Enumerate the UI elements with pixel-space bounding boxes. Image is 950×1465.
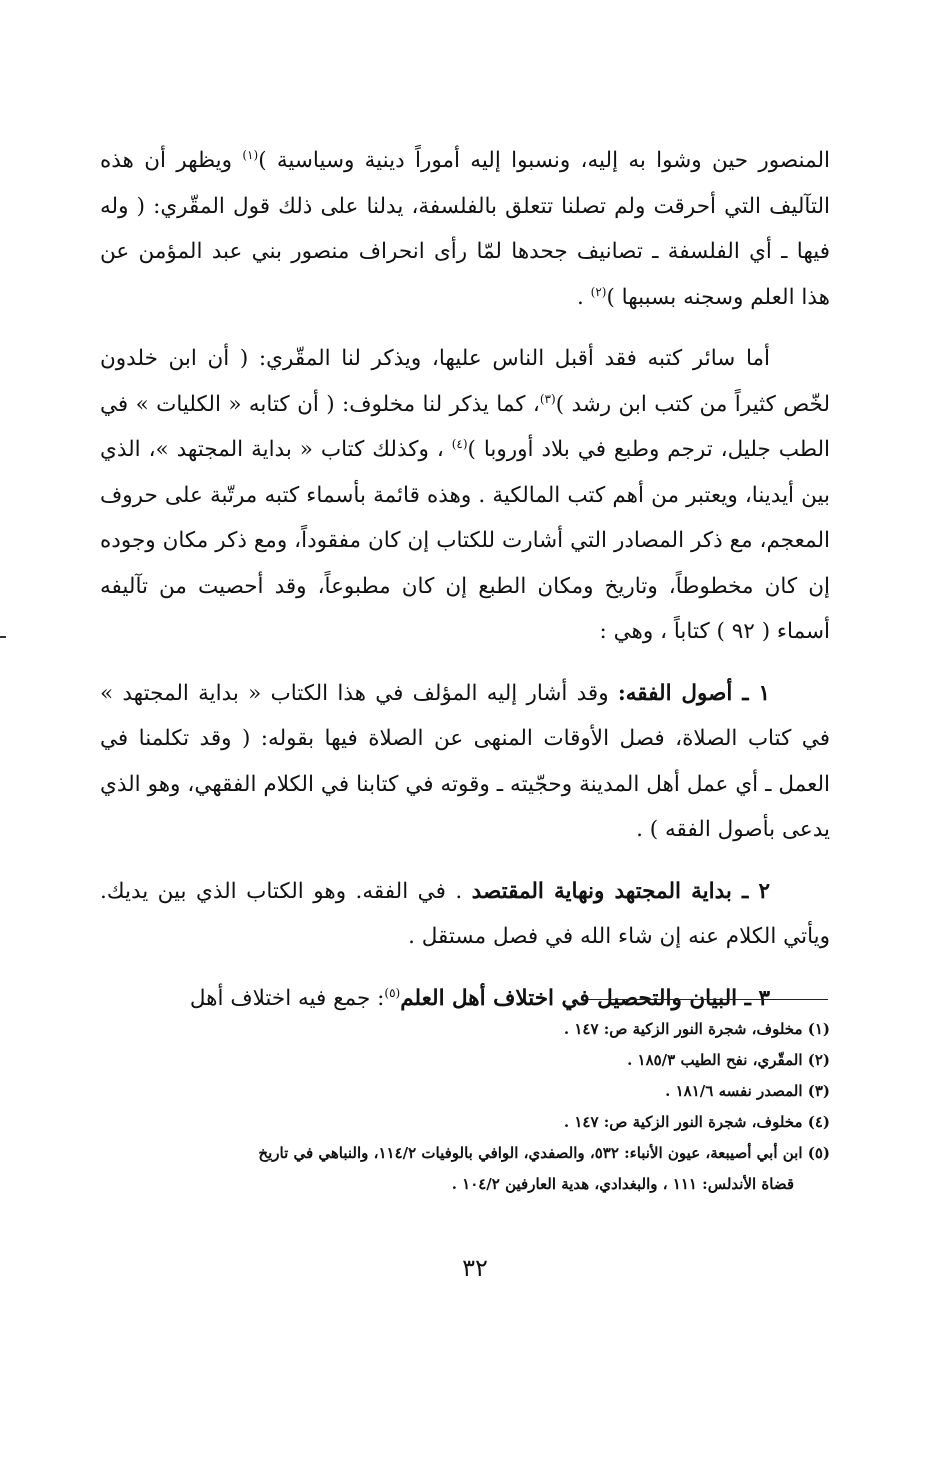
list-item-2: [100, 869, 830, 960]
footnote-4: (٤) مخلوف، شجرة النور الزكية ص: ١٤٧ .: [563, 1113, 830, 1131]
paragraph-2-text-a: أما سائر كتبه فقد أقبل الناس عليها، ويذكر لنا المقّري: ( أن ابن خلدون لخّص كثيراً من كتب ابن رشد ): [100, 346, 830, 417]
list-item-1-text: وقد أشار إليه المؤلف في هذا الكتاب « بداية المجتهد » في كتاب الصلاة، فصل الأوقات المنهى عن الصلاة فيها بقوله: ( وقد تكلمنا في العمل ـ أي عمل أهل المدينة وحجّيته ـ وقوته في كتابنا في الكلام الفقهي، وهو الذي يدعى بأصول الفقه ) .: [100, 680, 830, 842]
list-item-3-text: : جمع فيه اختلاف أهل: [189, 985, 385, 1011]
footnote-5: (٥) ابن أبي أصيبعة، عيون الأنباء: ٥٣٢، والصفدي، الوافي بالوفيات ١١٤/٢، والنباهي في تاريخ: [258, 1144, 830, 1162]
list-item-3-title: ٣ ـ البيان والتحصيل في اختلاف أهل العلم: [400, 985, 770, 1011]
margin-mark: [0, 636, 6, 638]
page-number: ٣٢: [462, 1254, 488, 1282]
footnote-2: (٢) المقّري، نفح الطيب ١٨٥/٣ .: [627, 1051, 830, 1069]
paragraph-1: [100, 138, 830, 320]
paragraph-1-text-a: المنصور حين وشوا به إليه، ونسبوا إليه أموراً دينية وسياسية ): [258, 148, 830, 173]
main-text: [100, 138, 830, 1037]
list-item-2-text: . في الفقه. وهو الكتاب الذي بين يديك. ويأتي الكلام عنه إن شاء الله في فصل مستقل .: [100, 878, 830, 949]
paragraph-1-text-b: ويظهر أن هذه التآليف التي أحرقت ولم تصلنا تتعلق بالفلسفة، يدلنا على ذلك قول المقّري: ( وله فيها ـ أي الفلسفة ـ تصانيف جحدها لمّا رأى انحراف منصور بني عبد المؤمن عن هذا العلم وسجنه بسببها ): [100, 148, 830, 310]
paragraph-2-text-b: ، كما يذكر لنا مخلوف: ( أن كتابه « الكليات » في الطب جليل، ترجم وطبع في بلاد أوروبا ): [100, 391, 830, 462]
paragraph-1-end: .: [576, 284, 591, 310]
paragraph-2-text-c: ، وكذلك كتاب « بداية المجتهد »، الذي بين أيدينا، ويعتبر من أهم كتب المالكية . وهذه قائمة بأسماء كتبه مرتّبة على حروف المعجم، مع ذكر المصادر التي أشارت للكتاب إن كان مفقوداً، ومع ذكر مكان وجوده إن كان مخطوطاً، وتاريخ ومكان الطبع إن كان مطبوعاً، وقد أحصيت من تآليفه أسماء ( ٩٢ ) كتاباً ، وهي :: [100, 437, 830, 644]
list-item-1-title: ١ ـ أصول الفقه:: [617, 680, 771, 706]
footnote-divider: [588, 999, 828, 1000]
footnotes: [100, 1014, 830, 1200]
footnote-ref-2: (٢): [590, 284, 607, 299]
footnote-1: (١) مخلوف، شجرة النور الزكية ص: ١٤٧ .: [563, 1020, 830, 1038]
footnote-3: (٣) المصدر نفسه ١٨١/٦ .: [665, 1082, 830, 1100]
paragraph-2: [100, 336, 830, 655]
footnote-5-continuation: قضاة الأندلس: ١١١ ، والبغدادي، هدية العارفين ١٠٤/٢ .: [451, 1175, 794, 1193]
list-item-2-title: ٢ ـ بداية المجتهد ونهاية المقتصد: [471, 878, 770, 904]
footnote-ref-1: (١): [242, 147, 259, 162]
footnote-ref-4: (٤): [451, 436, 468, 451]
footnote-ref-3: (٣): [539, 391, 556, 406]
footnote-ref-5: (٥): [384, 985, 401, 1000]
list-item-1: [100, 671, 830, 853]
